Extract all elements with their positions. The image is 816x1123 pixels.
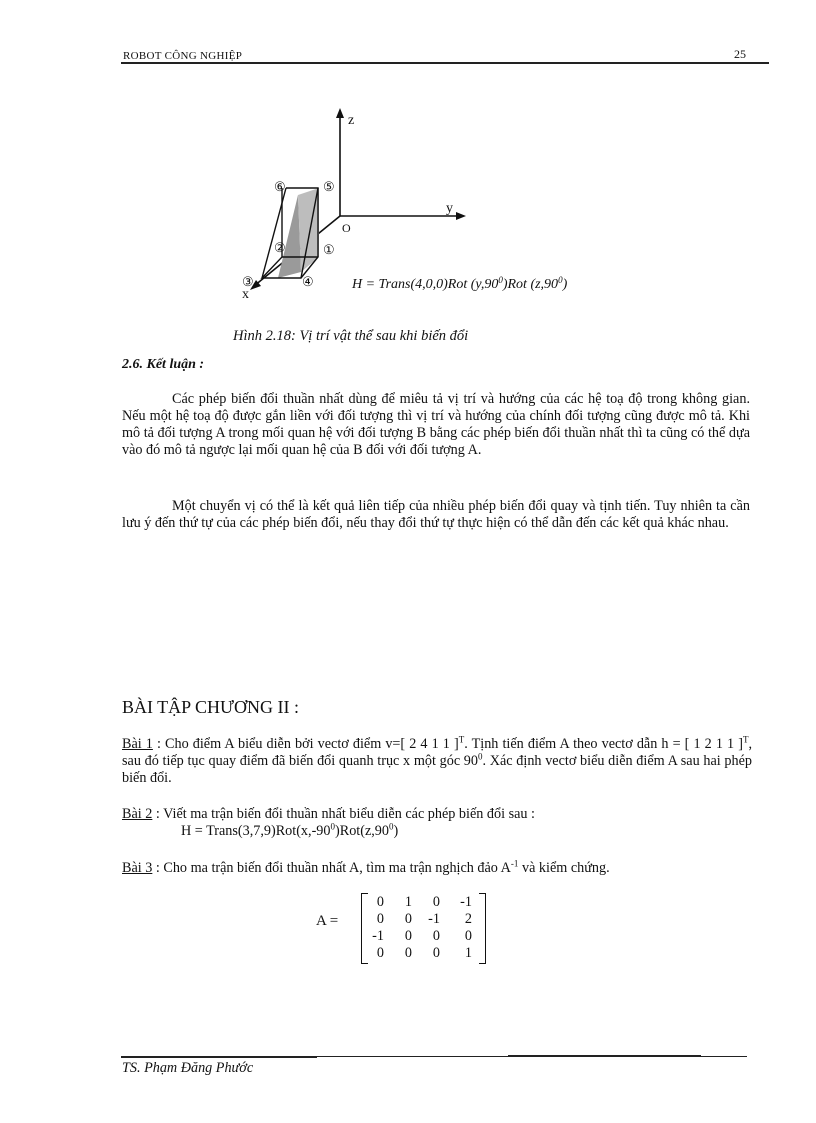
exercise-label: Bài 1	[122, 736, 153, 752]
marker-3: ③	[242, 274, 254, 289]
z-axis-label: z	[348, 113, 355, 128]
matrix-cell: 0	[376, 945, 384, 961]
exercise-3: Bài 3 : Cho ma trận biến đổi thuần nhất A, tìm ma trận nghịch đảo $A^{-1}$ và kiểm chứng.	[122, 858, 610, 876]
marker-6: ⑥	[274, 179, 286, 194]
matrix-right-bracket	[479, 893, 486, 964]
page-number: 25	[734, 47, 746, 61]
section-heading: 2.6. Kết luận :	[122, 357, 205, 372]
x-axis-label: x	[242, 287, 249, 302]
figure-caption: Hình 2.18: Vị trí vật thể sau khi biến đổi	[233, 328, 469, 344]
paragraph	[122, 498, 750, 532]
exercise-1: Bài 1 : Cho điểm A biểu diễn bởi vectơ điểm v=[ 2 4 1 1 ]$^T$. Tịnh tiến điểm A theo vectơ dẫn h = [ 1 2 1 1 ]$^T$, sau đó tiếp tục quay điểm đã biến đổi quanh trục x một góc $90^0$. Xác định vectơ biểu diễn điểm A sau hai phép biến đổi.	[122, 734, 753, 786]
marker-2: ②	[274, 240, 286, 255]
figure-2-18	[230, 100, 630, 310]
marker-4: ④	[302, 274, 314, 289]
matrix-cell: -1	[460, 894, 472, 910]
matrix-cell: 0	[376, 894, 384, 910]
matrix-row	[368, 911, 478, 927]
transform-formula: H = Trans(4,0,0)Rot $(y,90^0)Rot$ $(z,90^0)$	[352, 275, 568, 292]
origin-label: O	[342, 221, 351, 235]
exercises-heading: BÀI TẬP CHƯƠNG II :	[122, 697, 299, 717]
y-axis-label: y	[446, 201, 453, 216]
matrix-cell: 0	[464, 928, 472, 944]
exercise-label: Bài 2	[122, 806, 153, 822]
matrix-row	[368, 928, 478, 944]
matrix-cell: 0	[404, 945, 412, 961]
footer-author: TS. Phạm Đăng Phước	[122, 1060, 254, 1076]
running-header-title: ROBOT CÔNG NGHIỆP	[123, 50, 243, 62]
matrix-cell: -1	[372, 928, 384, 944]
exercise-label: Bài 3	[122, 860, 153, 876]
matrix-cell: 0	[432, 928, 440, 944]
matrix-cell: -1	[428, 911, 440, 927]
marker-1: ①	[323, 242, 335, 257]
z-axis-arrow-icon	[336, 108, 344, 118]
footer-rule	[317, 1056, 747, 1057]
footer-rule	[121, 1056, 317, 1058]
matrix-cell: 1	[404, 894, 412, 910]
matrix-cell: 1	[464, 945, 472, 961]
paragraph-text: Một chuyển vị có thể là kết quả liên tiếp của nhiều phép biến đổi quay và tịnh tiến. Tuy nhiên ta cần lưu ý đến thứ tự của các phép biến đổi, nếu thay đổi thứ tự thực hiện có thể dẫn đến các kết quả khác nhau.	[122, 498, 750, 531]
coordinate-diagram	[230, 100, 630, 310]
matrix-cell: 0	[376, 911, 384, 927]
header-rule	[121, 62, 769, 64]
matrix-cell: 0	[404, 911, 412, 927]
matrix-cell: 2	[464, 911, 472, 927]
matrix-row	[368, 894, 478, 910]
exercise-2: Bài 2 : Viết ma trận biến đổi thuần nhất biểu diễn các phép biến đổi sau :	[122, 806, 535, 822]
marker-5: ⑤	[323, 179, 335, 194]
matrix-cell: 0	[432, 945, 440, 961]
matrix-row	[368, 945, 478, 961]
matrix-label: A =	[316, 913, 339, 929]
paragraph-text: Các phép biến đổi thuần nhất dùng để miêu tả vị trí và hướng của các hệ toạ độ trong không gian. Nếu một hệ toạ độ được gắn liền với đối tượng thì vị trí và hướng của chính đối tượng cũng được mô tả. Khi mô tả đối tượng A trong mối quan hệ với đối tượng B bằng các phép biến đổi thuần nhất thì ta cũng có thể dựa vào đó mô tả ngược lại mối quan hệ của B đối với đối tượng A.	[122, 391, 750, 458]
matrix-cell: 0	[404, 928, 412, 944]
matrix-cell: 0	[432, 894, 440, 910]
paragraph	[122, 391, 750, 459]
exercise-2-formula: $H = Trans(3,7,9)Rot(x,-90^0)Rot(z,90^0)$	[181, 821, 399, 839]
y-axis-arrow-icon	[456, 212, 466, 220]
footer-rule	[508, 1055, 701, 1056]
